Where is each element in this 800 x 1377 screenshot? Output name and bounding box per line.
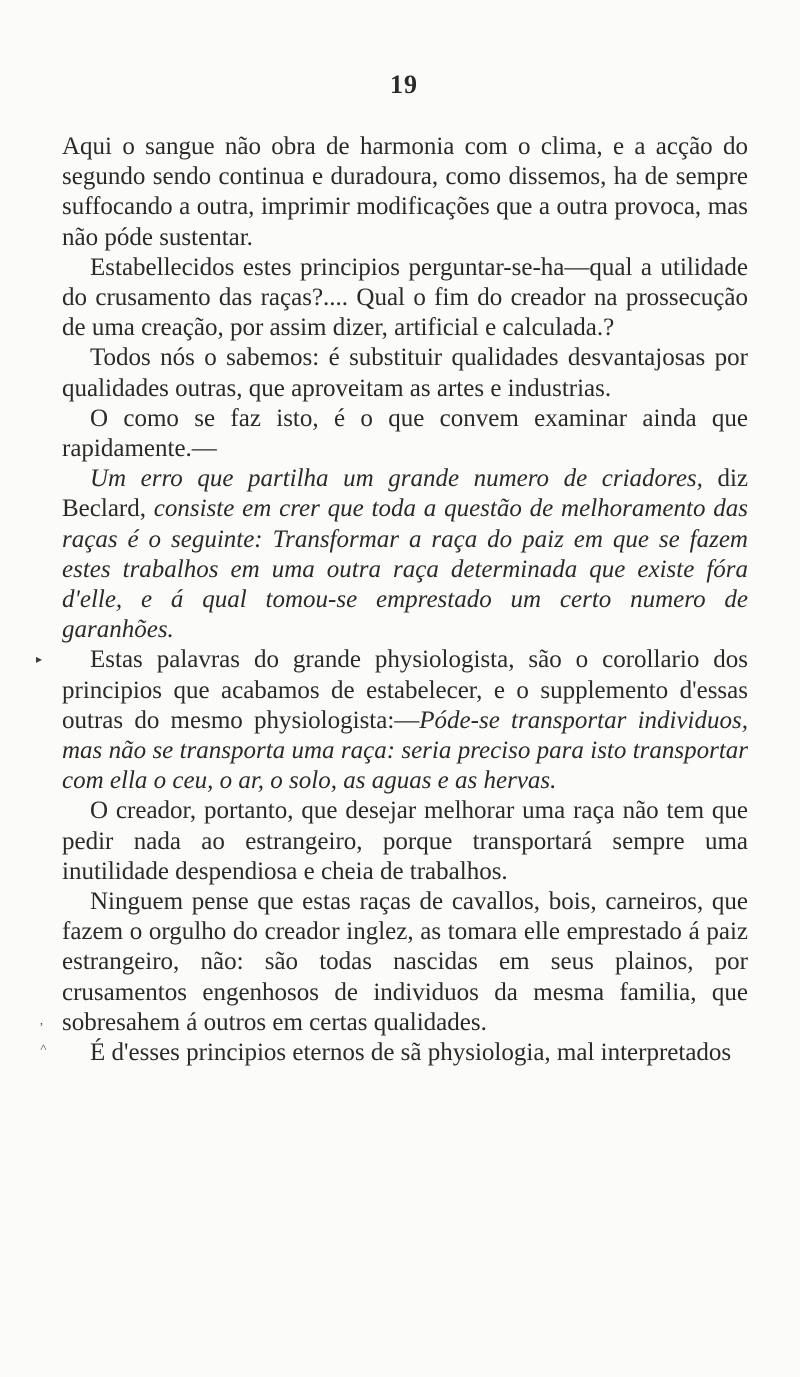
attribution: diz Beclard, <box>62 465 748 523</box>
margin-mark: ˄ <box>40 1040 47 1054</box>
margin-mark: , <box>40 1013 43 1027</box>
paragraph: O creador, portanto, que desejar melhorar uma raça não tem que pedir nada ao estrangeiro, porque transportará sempre uma inutilidade despendiosa e cheia de trabalhos. <box>62 797 748 885</box>
paragraph-text: Estas palavras do grande physiologista, são o corollario dos principios que acabamos de estabelecer, e o supplemento d'essas outras do mesmo physiologista:— <box>62 646 748 734</box>
paragraph: Todos nós o sabemos: é substituir qualidades desvantajosas por qualidades outras, que aproveitam as artes e industrias. <box>62 344 748 402</box>
paragraph: Aqui o sangue não obra de harmonia com o clima, e a acção do segundo sendo continua e duradoura, como dissemos, ha de sempre suffocando a outra, imprimir modificações que a outra provoca, mas não póde sustentar. <box>62 133 748 251</box>
paragraph <box>62 645 748 796</box>
page-number: 19 <box>390 70 418 99</box>
paragraph: Ninguem pense que estas raças de cavallos, bois, carneiros, que fazem o orgulho do creador inglez, as tomara elle emprestado á paiz estrangeiro, não: são todas nascidas em seus plainos, por crusamentos engenhosos de individuos da mesma familia, que sobresahem á outros em certas qualidades. <box>62 888 748 1036</box>
italic-quote: Póde-se transportar individuos, mas não se transporta uma raça: seria preciso para isto transportar com ella o ceu, o ar, o solo, as aguas e as hervas. <box>62 706 748 795</box>
paragraph: O como se faz isto, é o que convem examinar ainda que rapidamente.— <box>62 404 748 463</box>
quote-paragraph <box>62 464 748 645</box>
italic-quote: consiste em crer que toda a questão de melhoramento das raças é o seguinte: Transformar a raça do paiz em que se fazem estes trabalhos em uma outra raça determinada que existe fóra d'elle, e á qual tomou-se emprestado um certo numero de garanhões. <box>62 495 748 644</box>
paragraph: É d'esses principios eternos de sã physiologia, mal interpretados <box>90 1039 732 1067</box>
margin-mark: ▸ <box>36 652 43 666</box>
paragraph: Estabellecidos estes principios perguntar-se-ha—qual a utilidade do crusamento das raças?.... Qual o fim do creador na prossecução de uma creação, por assim dizer, artificial e calculada.? <box>62 253 748 342</box>
italic-quote: Um erro que partilha um grande numero de criadores, <box>90 465 703 493</box>
body-text <box>62 132 748 1068</box>
